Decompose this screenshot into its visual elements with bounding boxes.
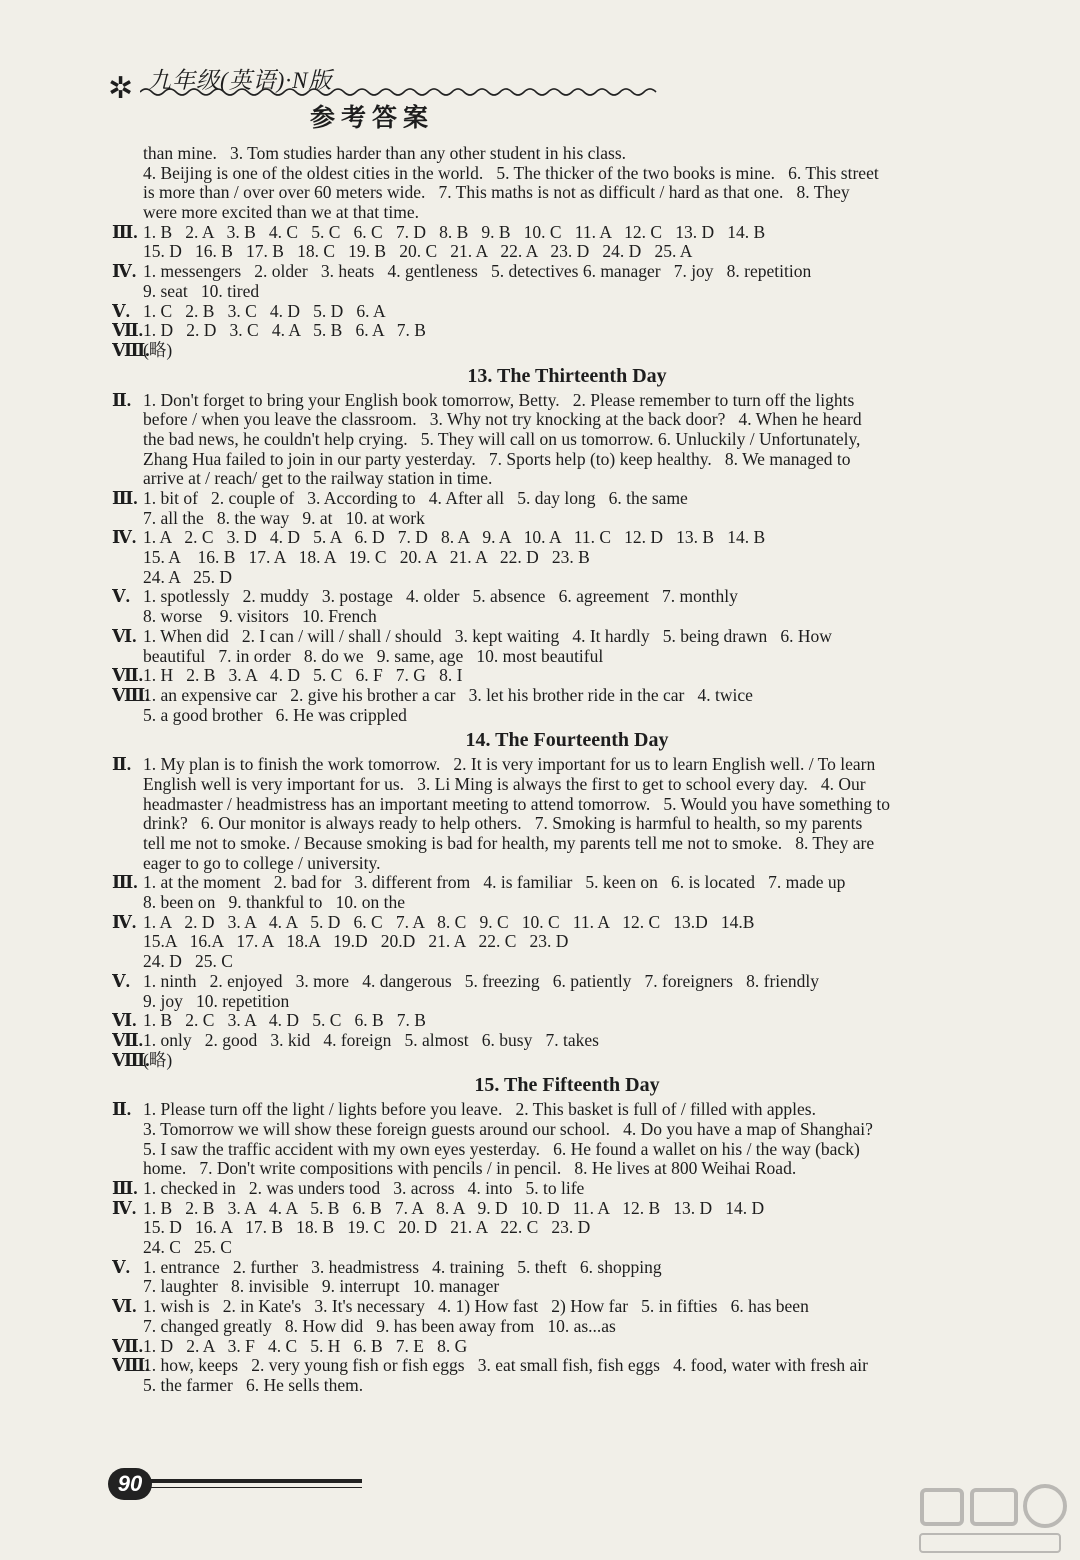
answer-line [112,1051,1022,1071]
answer-text: 1. B 2. C 3. A 4. D 5. C 6. B 7. B [143,1011,426,1031]
answer-line [112,1356,1022,1376]
answer-text: 1. Don't forget to bring your English book tomorrow, Betty. 2. Please remember to turn off the lights [143,390,855,410]
answer-line [112,489,1022,509]
answer-line [112,627,1022,647]
answer-text: 1. checked in 2. was unders tood 3. across 4. into 5. to life [143,1179,585,1198]
answer-text: than mine. 3. Tom studies harder than any other student in his class. [143,144,627,163]
answer-line [112,548,1022,568]
answer-text: 9. joy 10. repetition [143,991,290,1011]
answer-text: 1. messengers 2. older 3. heats 4. gentleness 5. detectives 6. manager 7. joy 8. repetition [143,262,812,282]
answer-line [112,1100,1022,1120]
answer-text: 9. seat 10. tired [143,281,260,301]
section-numeral: Ⅵ. [112,1297,137,1317]
answer-line [112,1376,1022,1396]
answer-line [112,1031,1022,1051]
answer-text: 1. When did 2. I can / will / shall / should 3. kept waiting 4. It hardly 5. being drawn 6. How [143,626,832,646]
answer-text: 1. entrance 2. further 3. headmistress 4. training 5. theft 6. shopping [143,1257,662,1277]
section-heading: 14. The Fourteenth Day [465,729,669,752]
page-footer [100,1466,370,1506]
section-heading: 13. The Thirteenth Day [467,364,667,387]
answer-line [112,1011,1022,1031]
answer-line [112,795,1022,815]
answer-text: is more than / over over 60 meters wide. 7. This maths is not as difficult / hard as that one. 8. They [143,183,850,203]
answer-text: 1. how, keeps 2. very young fish or fish eggs 3. eat small fish, fish eggs 4. food, water with fresh air [143,1356,868,1376]
answer-line [112,952,1022,972]
answer-line [112,587,1022,607]
section-numeral: Ⅳ. [112,912,137,932]
answer-line [112,706,1022,726]
flower-ornament-icon: ✲ [108,72,134,105]
answer-text: 1. B 2. B 3. A 4. A 5. B 6. B 7. A 8. A 9. D 10. D 11. A 12. B 13. D 14. D [143,1198,765,1218]
answer-text: 1. My plan is to finish the work tomorrow. 2. It is very important for us to learn English well. / To learn [143,755,876,775]
answer-text: home. 7. Don't write compositions with pencils / in pencil. 8. He lives at 800 Weihai Road. [143,1159,797,1179]
answer-line [112,203,1022,223]
section-heading: 15. The Fifteenth Day [474,1074,660,1097]
section-numeral: Ⅲ. [112,222,138,242]
answer-text: 1. D 2. A 3. F 4. C 5. H 6. B 7. E 8. G [143,1336,468,1356]
section-numeral: Ⅳ. [112,528,137,548]
section-numeral: Ⅱ. [112,390,132,410]
section-numeral: Ⅶ. [112,666,144,686]
answer-line [112,1277,1022,1297]
section-numeral: Ⅷ. [112,685,150,705]
answer-text: 4. Beijing is one of the oldest cities in the world. 5. The thicker of the two books is mine. 6. This street [143,163,879,183]
section-numeral: Ⅷ. [112,1050,150,1070]
answer-text: 1. C 2. B 3. C 4. D 5. D 6. A [143,301,386,321]
answer-text: were more excited than we at that time. [143,203,419,223]
answer-text: 1. at the moment 2. bad for 3. different from 4. is familiar 5. keen on 6. is located 7. made up [143,873,846,893]
answer-text: 15. D 16. B 17. B 18. C 19. B 20. C 21. A 22. A 23. D 24. D 25. A [143,242,693,262]
answer-line [112,992,1022,1012]
answer-text: English well is very important for us. 3. Li Ming is always the first to get to school every day. 4. Our [143,774,866,794]
answer-line [112,183,1022,203]
section-numeral: Ⅵ. [112,1011,137,1031]
answer-text: 7. changed greatly 8. How did 9. has been away from 10. as...as [143,1316,616,1336]
grade-label: 九年级(英语)·N版 [148,68,333,93]
answer-line [112,1238,1022,1258]
answer-line [112,932,1022,952]
answer-text: 1. A 2. D 3. A 4. A 5. D 6. C 7. A 8. C 9. C 10. C 11. A 12. C 13.D 14.B [143,912,755,932]
answer-line [112,410,1022,430]
page-title: 参考答案 [310,105,435,132]
section-numeral: Ⅲ. [112,873,138,893]
answer-line [112,509,1022,529]
answer-line [112,144,1022,164]
answer-text: 1. only 2. good 3. kid 4. foreign 5. almost 6. busy 7. takes [143,1030,599,1050]
section-numeral: Ⅲ. [112,1179,138,1198]
answer-line [112,1140,1022,1160]
answer-line [112,242,1022,262]
answer-text: 7. laughter 8. invisible 9. interrupt 10. manager [143,1277,500,1297]
section-numeral: Ⅴ. [112,971,130,991]
answer-line [112,391,1022,411]
answer-content [112,144,1022,1396]
answer-line [112,913,1022,933]
answer-text: before / when you leave the classroom. 3. Why not try knocking at the back door? 4. When he heard [143,410,862,430]
answer-line [112,1258,1022,1278]
answer-text: 8. been on 9. thankful to 10. on the [143,893,405,913]
answer-line [112,223,1022,243]
answer-text: 1. ninth 2. enjoyed 3. more 4. dangerous 5. freezing 6. patiently 7. foreigners 8. friendly [143,971,820,991]
section-numeral: Ⅱ. [112,755,132,775]
answer-text: arrive at / reach/ get to the railway station in time. [143,469,493,489]
answer-line [112,686,1022,706]
answer-text: 5. a good brother 6. He was crippled [143,705,407,725]
answer-text: 5. the farmer 6. He sells them. [143,1375,364,1395]
answer-text: 15. A 16. B 17. A 18. A 19. C 20. A 21. A 22. D 23. B [143,548,590,568]
section-numeral: Ⅶ. [112,321,144,341]
answer-text: 15.A 16.A 17. A 18.A 19.D 20.D 21. A 22. C 23. D [143,932,569,952]
answer-text: headmaster / headmistress has an important meeting to attend tomorrow. 5. Would you have something to [143,794,891,814]
answer-text: 5. I saw the traffic accident with my own eyes yesterday. 6. He found a wallet on his / the way (back) [143,1139,860,1159]
answer-text: the bad news, he couldn't help crying. 5. They will call on us tomorrow. 6. Unluckily / Unfortunately, [143,429,861,449]
answer-text: 15. D 16. A 17. B 18. B 19. C 20. D 21. A 22. C 23. D [143,1218,591,1238]
answer-line [112,834,1022,854]
answer-text: 1. wish is 2. in Kate's 3. It's necessary 4. 1) How fast 2) How far 5. in fifties 6. has been [143,1297,809,1317]
answer-line [112,282,1022,302]
answer-line [112,430,1022,450]
site-watermark-logo [910,1478,1070,1558]
answer-line [112,1337,1022,1357]
answer-line [112,972,1022,992]
answer-text: (略) [143,1050,173,1070]
section-numeral: Ⅴ. [112,1257,130,1277]
answer-line [112,893,1022,913]
answer-text: (略) [143,340,173,360]
answer-line [112,1179,1022,1199]
answer-line [112,1317,1022,1337]
answer-line [112,854,1022,874]
answer-text: 1. bit of 2. couple of 3. According to 4. After all 5. day long 6. the same [143,489,688,508]
answer-line [112,528,1022,548]
answer-text: 1. B 2. A 3. B 4. C 5. C 6. C 7. D 8. B 9. B 10. C 11. A 12. C 13. D 14. B [143,222,766,242]
answer-line [112,607,1022,627]
answer-line [112,1297,1022,1317]
footer-rule-thin [150,1487,362,1488]
answer-line [112,568,1022,588]
wavy-divider [140,86,660,98]
answer-text: 1. A 2. C 3. D 4. D 5. A 6. D 7. D 8. A 9. A 10. A 11. C 12. D 13. B 14. B [143,528,766,548]
answer-text: tell me not to smoke. / Because smoking is bad for health, my parents tell me not to smoke. 8. They are [143,834,875,853]
page-header [100,56,660,136]
answer-text: 7. all the 8. the way 9. at 10. at work [143,508,425,528]
answer-line [112,1159,1022,1179]
answer-text: 24. D 25. C [143,952,233,972]
answer-text: 24. A 25. D [143,567,232,587]
answer-line [112,164,1022,184]
answer-line [112,755,1022,775]
answer-line [112,262,1022,282]
answer-text: 24. C 25. C [143,1238,232,1258]
answer-line [112,1120,1022,1140]
section-numeral: Ⅶ. [112,1336,144,1356]
footer-rule [150,1479,362,1483]
answer-text: beautiful 7. in order 8. do we 9. same, age 10. most beautiful [143,646,604,666]
answer-line [112,1218,1022,1238]
answer-line [112,321,1022,341]
answer-line [112,666,1022,686]
answer-line [112,775,1022,795]
section-numeral: Ⅵ. [112,626,137,646]
section-numeral: Ⅲ. [112,489,138,508]
answer-text: 1. spotlessly 2. muddy 3. postage 4. older 5. absence 6. agreement 7. monthly [143,587,738,607]
answer-line [112,1199,1022,1219]
answer-text: drink? 6. Our monitor is always ready to help others. 7. Smoking is harmful to health, so my parents [143,814,863,834]
answer-text: 1. D 2. D 3. C 4. A 5. B 6. A 7. B [143,321,426,341]
section-numeral: Ⅴ. [112,301,130,321]
section-numeral: Ⅴ. [112,587,130,607]
answer-line [112,341,1022,361]
section-numeral: Ⅶ. [112,1030,144,1050]
answer-line [112,469,1022,489]
answer-text: Zhang Hua failed to join in our party yesterday. 7. Sports help (to) keep healthy. 8. We managed to [143,449,851,469]
answer-text: eager to go to college / university. [143,853,381,873]
section-numeral: Ⅳ. [112,262,137,282]
answer-text: 1. H 2. B 3. A 4. D 5. C 6. F 7. G 8. I [143,666,463,686]
answer-text: 3. Tomorrow we will show these foreign guests around our school. 4. Do you have a map of Shanghai? [143,1119,873,1139]
answer-text: 8. worse 9. visitors 10. French [143,607,377,627]
answer-line [112,302,1022,322]
section-numeral: Ⅱ. [112,1100,132,1120]
answer-line [112,814,1022,834]
page-number: 90 [108,1468,152,1500]
section-numeral: Ⅳ. [112,1198,137,1218]
answer-line [112,450,1022,470]
answer-line [112,647,1022,667]
answer-text: 1. Please turn off the light / lights before you leave. 2. This basket is full of / filled with apples. [143,1100,816,1120]
section-numeral: Ⅷ. [112,1356,150,1376]
answer-line [112,873,1022,893]
section-numeral: Ⅷ. [112,340,150,360]
answer-text: 1. an expensive car 2. give his brother a car 3. let his brother ride in the car 4. twice [143,685,753,705]
